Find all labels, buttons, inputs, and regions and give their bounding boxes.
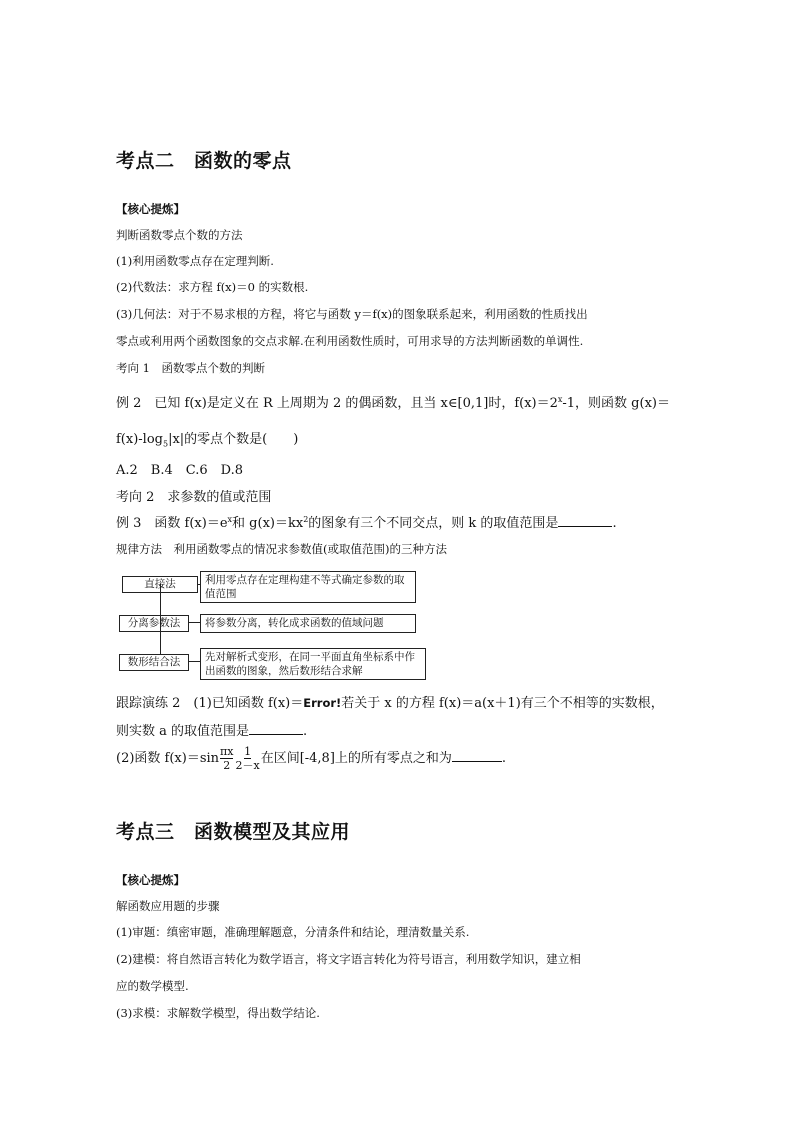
method-desc-graph: 先对解析式变形，在同一平面直角坐标系中作出函数的图象，然后数形结合求解 — [200, 648, 426, 680]
fraction-denominator: 2－x — [235, 759, 260, 772]
fraction-pi-x-over-2 — [220, 745, 233, 772]
practice-line-3 — [116, 745, 506, 772]
section3-intro: 解函数应用题的步骤 — [116, 899, 220, 913]
example-2-text: 例 2 已知 f(x)是定义在 R 上周期为 2 的偶函数，且当 x∈[0,1]时，f(x)＝2 — [116, 396, 558, 411]
practice-line-2 — [116, 720, 307, 739]
practice-end: . — [501, 751, 507, 766]
section3-core-tag: 【核心提炼】 — [116, 873, 185, 887]
fraction-numerator: 1 — [244, 745, 252, 758]
method-label-direct: 直接法 — [122, 576, 198, 593]
section2-title: 考点二 函数的零点 — [116, 150, 292, 172]
example-3-text: 例 3 函数 f(x)＝e — [116, 516, 228, 531]
section3-item-1: (1)审题：缜密审题，准确理解题意，分清条件和结论，理清数量关系. — [116, 925, 470, 939]
example-3 — [116, 512, 617, 531]
direction-2: 考向 2 求参数的值或范围 — [116, 490, 272, 505]
section3-title: 考点三 函数模型及其应用 — [116, 821, 351, 843]
method-label-separate: 分离参数法 — [119, 615, 189, 632]
log-base: 5 — [163, 439, 169, 449]
section3-item-3: (3)求模：求解数学模型，得出数学结论. — [116, 1006, 320, 1020]
practice-text: 在区间[-4,8]上的所有零点之和为 — [260, 751, 452, 766]
answer-blank — [249, 722, 303, 735]
section2-item-1: (1)利用函数零点存在定理判断. — [116, 254, 274, 268]
connector-2 — [188, 622, 200, 623]
example-2-line-2 — [116, 428, 298, 449]
example-2-line-1 — [116, 392, 670, 411]
method-desc-separate: 将参数分离，转化成求函数的值域问题 — [200, 614, 416, 633]
example-3-end: . — [612, 516, 617, 531]
practice-line-1 — [116, 692, 664, 711]
example-2-text: f(x)-log — [116, 432, 163, 447]
practice-text: (2)函数 f(x)＝sin — [116, 751, 220, 766]
section3-item-2-cont: 应的数学模型. — [116, 979, 189, 993]
example-2-text-end: |x|的零点个数是( ) — [168, 432, 299, 447]
section3-item-2: (2)建模：将自然语言转化为数学语言，将文字语言转化为符号语言，利用数学知识，建立相 — [116, 952, 581, 966]
section2-item-3: (3)几何法：对于不易求根的方程，将它与函数 y＝f(x)的图象联系起来，利用函数的性质找出 — [116, 307, 588, 321]
method-label-graph: 数形结合法 — [119, 654, 189, 671]
practice-text: 若关于 x 的方程 f(x)＝a(x＋1)有三个不相等的实数根， — [341, 696, 664, 711]
fraction-numerator: πx — [220, 745, 234, 758]
example-2-text-end: -1，则函数 g(x)＝ — [562, 396, 670, 411]
error-text: Error! — [303, 696, 342, 710]
practice-end: . — [303, 724, 308, 739]
fraction-1-over-2-minus-x — [235, 745, 259, 772]
section2-intro: 判断函数零点个数的方法 — [116, 228, 243, 242]
example-2-options: A.2 B.4 C.6 D.8 — [116, 463, 243, 478]
fraction-denominator: 2 — [223, 759, 231, 772]
example-3-text: 和 g(x)＝kx — [232, 516, 304, 531]
section2-core-tag: 【核心提炼】 — [116, 202, 185, 216]
direction-1: 考向 1 函数零点个数的判断 — [116, 361, 265, 375]
connector-3 — [188, 661, 200, 662]
method-desc-direct: 利用零点存在定理构建不等式确定参数的取值范围 — [200, 571, 416, 603]
answer-blank — [452, 749, 502, 762]
example-3-text: 的图象有三个不同交点，则 k 的取值范围是 — [308, 516, 559, 531]
exponent: x — [227, 515, 233, 524]
method-heading: 规律方法 利用函数零点的情况求参数值(或取值范围)的三种方法 — [116, 542, 447, 556]
exponent: x — [557, 395, 563, 404]
exponent: 2 — [303, 515, 309, 524]
answer-blank — [558, 514, 612, 527]
section2-item-2: (2)代数法：求方程 f(x)＝0 的实数根. — [116, 280, 309, 294]
practice-text: 跟踪演练 2 (1)已知函数 f(x)＝ — [116, 696, 304, 711]
section2-item-3-cont: 零点或利用两个函数图象的交点求解.在利用函数性质时，可用求导的方法判断函数的单调性. — [116, 334, 584, 348]
practice-text: 则实数 a 的取值范围是 — [116, 724, 250, 739]
